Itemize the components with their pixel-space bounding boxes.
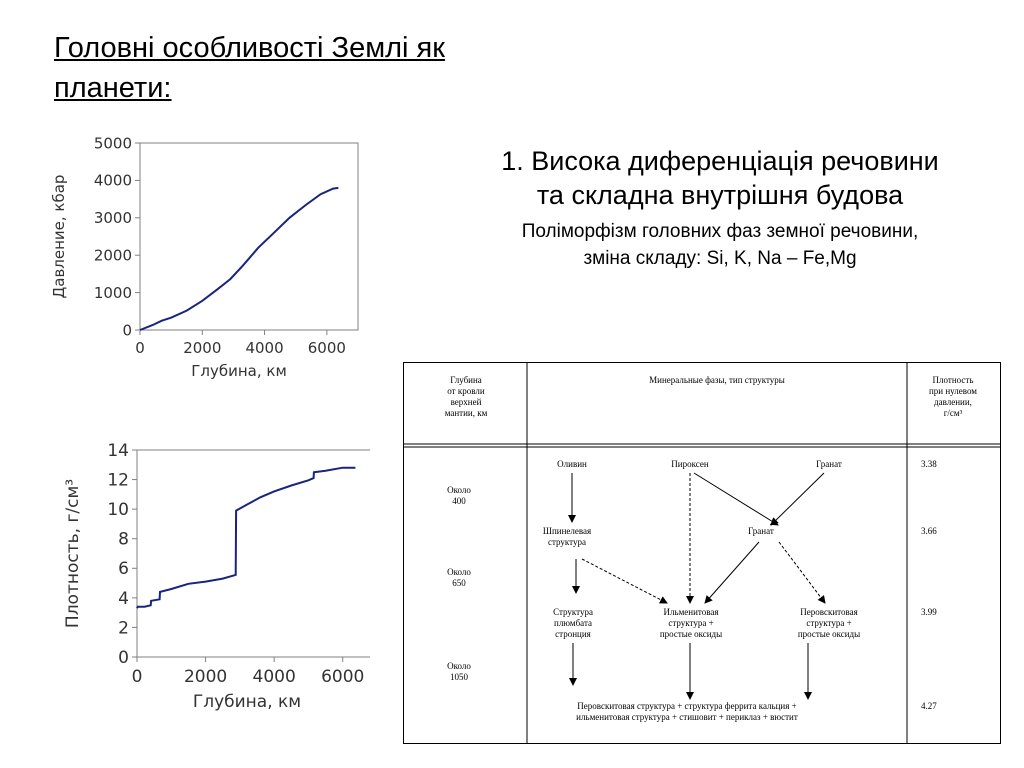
header-density: при нулевом bbox=[928, 386, 978, 396]
phase-ilmenite: структура + bbox=[668, 618, 714, 628]
y-tick-label: 0 bbox=[122, 321, 132, 340]
depth-label: 400 bbox=[452, 496, 466, 506]
density-value: 3.38 bbox=[921, 459, 937, 469]
phase-plumbate: стронция bbox=[555, 629, 591, 639]
y-tick-label: 14 bbox=[107, 440, 129, 461]
x-tick-label: 0 bbox=[135, 339, 145, 357]
header-density: Плотность bbox=[932, 375, 974, 385]
data-series-line bbox=[140, 188, 338, 330]
subheading-line-2: зміна складу: Si, K, Na – Fe,Mg bbox=[583, 248, 857, 269]
title-line-1: Головні особливості Землі як bbox=[54, 32, 445, 64]
phase-spinel: Шпинелевая bbox=[542, 526, 592, 536]
y-tick-label: 3000 bbox=[93, 209, 132, 228]
y-axis-label: Давление, кбар bbox=[50, 174, 68, 299]
header-phases: Минеральные фазы, тип структуры bbox=[649, 375, 785, 385]
y-tick-label: 4 bbox=[118, 588, 129, 609]
x-axis-label: Глубина, км bbox=[191, 362, 287, 380]
header-density: г/см³ bbox=[943, 408, 963, 418]
phase-perovskite: Перовскитовая bbox=[800, 607, 858, 617]
header-depth: мантии, км bbox=[444, 408, 488, 418]
plot-area bbox=[137, 450, 370, 657]
dashed-arrow bbox=[582, 559, 667, 603]
depth-label: Около bbox=[447, 661, 471, 671]
phase-perovskite: структура + bbox=[806, 618, 852, 628]
x-tick-label: 4000 bbox=[245, 339, 284, 357]
dashed-arrow bbox=[779, 542, 825, 603]
density-value: 4.27 bbox=[921, 701, 937, 711]
phase-pyroxene: Пироксен bbox=[671, 459, 709, 469]
phase-spinel: структура bbox=[548, 537, 586, 547]
table-diagram bbox=[404, 363, 1000, 743]
header-density: давлении, bbox=[934, 397, 972, 407]
x-tick-label: 0 bbox=[131, 667, 143, 687]
y-tick-label: 4000 bbox=[93, 171, 132, 190]
solid-arrow bbox=[694, 473, 778, 525]
x-tick-label: 2000 bbox=[183, 667, 228, 687]
mineral-phase-table bbox=[403, 362, 1001, 744]
x-axis-label: Глубина, км bbox=[192, 692, 302, 712]
header-depth: от кровли bbox=[447, 386, 485, 396]
subheading-line-1: Поліморфізм головних фаз земної речовини, bbox=[521, 221, 919, 242]
header-depth: Глубина bbox=[450, 375, 482, 385]
header-depth: верхней bbox=[450, 397, 482, 407]
phase-garnet-2: Гранат bbox=[748, 526, 774, 536]
depth-label: 1050 bbox=[450, 672, 468, 682]
phase-olivine: Оливин bbox=[557, 459, 587, 469]
solid-arrow bbox=[771, 473, 824, 525]
y-tick-label: 10 bbox=[107, 500, 129, 521]
x-tick-label: 6000 bbox=[307, 339, 346, 357]
y-tick-label: 6 bbox=[118, 559, 129, 580]
depth-label: Около bbox=[447, 485, 471, 495]
solid-arrow bbox=[705, 542, 759, 603]
title-line-2: планети: bbox=[54, 72, 172, 104]
phase-lower-mantle: ильменитовая структура + стишовит + периклаз + вюстит bbox=[576, 712, 798, 722]
pressure-chart bbox=[40, 128, 370, 400]
heading-line-1: 1. Висока диференціація речовини bbox=[501, 146, 939, 176]
y-tick-label: 5000 bbox=[93, 134, 132, 153]
data-series-line bbox=[137, 468, 355, 609]
phase-plumbate: плюмбата bbox=[554, 618, 592, 628]
plot-area bbox=[140, 143, 358, 330]
x-tick-label: 6000 bbox=[321, 667, 365, 687]
y-tick-label: 2000 bbox=[93, 246, 132, 265]
slide-title bbox=[54, 28, 534, 108]
x-tick-label: 2000 bbox=[183, 339, 222, 357]
y-tick-label: 8 bbox=[118, 529, 129, 550]
phase-garnet: Гранат bbox=[816, 459, 842, 469]
heading-line-2: та складна внутрішня будова bbox=[536, 180, 904, 210]
phase-ilmenite: простые оксиды bbox=[659, 629, 723, 639]
y-tick-label: 1000 bbox=[93, 283, 132, 302]
y-tick-label: 12 bbox=[107, 470, 129, 491]
y-tick-label: 2 bbox=[118, 618, 129, 639]
phase-perovskite: простые оксиды bbox=[797, 629, 861, 639]
depth-label: 650 bbox=[452, 578, 466, 588]
phase-ilmenite: Ильменитовая bbox=[663, 607, 719, 617]
density-value: 3.66 bbox=[921, 526, 937, 536]
subheading bbox=[420, 218, 1020, 272]
y-tick-label: 0 bbox=[118, 647, 129, 668]
phase-plumbate: Структура bbox=[553, 607, 593, 617]
phase-lower-mantle: Перовскитовая структура + структура феррита кальция + bbox=[577, 701, 797, 711]
y-axis-label: Плотность, г/см³ bbox=[63, 478, 83, 629]
density-value: 3.99 bbox=[921, 607, 937, 617]
x-tick-label: 4000 bbox=[252, 667, 296, 687]
depth-label: Около bbox=[447, 567, 471, 577]
density-chart bbox=[40, 436, 370, 736]
slide-heading bbox=[420, 144, 1020, 272]
